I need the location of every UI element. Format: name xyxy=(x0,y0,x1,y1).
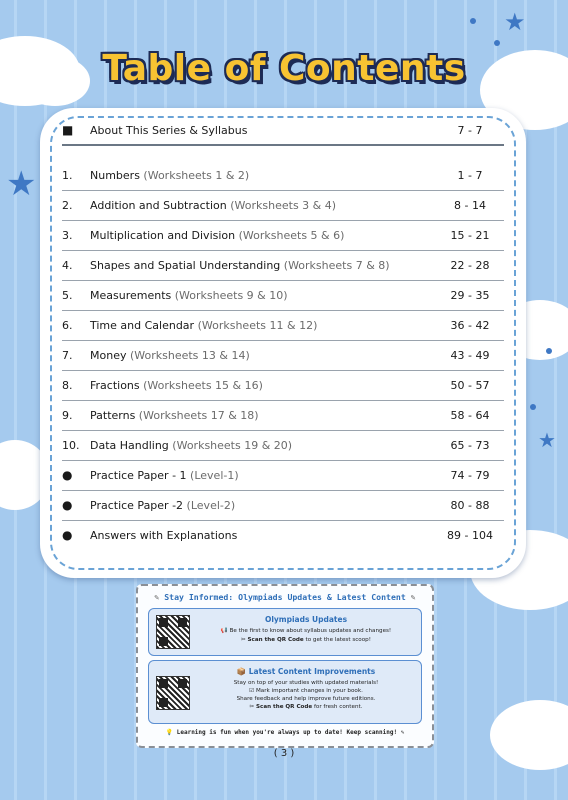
pencil-icon: ✎ xyxy=(400,729,405,736)
toc-page-range: 1 - 7 xyxy=(457,168,483,182)
toc-title: Data Handling xyxy=(90,438,169,452)
toc-label xyxy=(90,499,436,512)
toc-page-range: 22 - 28 xyxy=(450,258,490,272)
toc-row[interactable] xyxy=(62,430,504,461)
toc-row[interactable] xyxy=(62,490,504,521)
dot-decoration xyxy=(494,40,500,46)
toc-page-range: 65 - 73 xyxy=(450,438,490,452)
toc-label xyxy=(90,319,436,332)
toc-title: Practice Paper -2 xyxy=(90,498,184,512)
toc-title: About This Series & Syllabus xyxy=(90,123,248,137)
toc-number: ● xyxy=(62,528,73,542)
megaphone-icon: ✎ xyxy=(410,592,416,602)
toc-number: 1. xyxy=(62,168,73,182)
toc-label xyxy=(90,229,436,242)
toc-number: 2. xyxy=(62,198,73,212)
toc-title: Answers with Explanations xyxy=(90,528,238,542)
toc-number: 9. xyxy=(62,408,73,422)
qr-code-updates[interactable] xyxy=(156,615,190,649)
toc-title: Practice Paper - 1 xyxy=(90,468,187,482)
toc-row[interactable] xyxy=(62,160,504,191)
toc-page-range: 36 - 42 xyxy=(450,318,490,332)
toc-row[interactable] xyxy=(62,116,504,146)
cloud-decoration xyxy=(490,700,568,770)
toc-row[interactable] xyxy=(62,340,504,371)
updates-title: Olympiads Updates xyxy=(264,615,348,624)
star-icon: ★ xyxy=(504,8,526,36)
toc-page-range: 43 - 49 xyxy=(450,348,490,362)
toc-number: 5. xyxy=(62,288,73,302)
toc-number: 3. xyxy=(62,228,73,242)
toc-number: 10. xyxy=(62,438,80,452)
toc-label xyxy=(90,529,436,542)
toc-subtitle: (Worksheets 9 & 10) xyxy=(171,288,288,302)
toc-subtitle: (Worksheets 13 & 14) xyxy=(126,348,250,362)
updates-line-1 xyxy=(193,628,419,634)
toc-page-range: 89 - 104 xyxy=(447,528,493,542)
toc-label xyxy=(90,379,436,392)
toc-page-range: 15 - 21 xyxy=(450,228,490,242)
toc-row[interactable] xyxy=(62,250,504,281)
updates-scan-bold: Scan the QR Code xyxy=(247,637,304,643)
toc-label xyxy=(90,409,436,422)
content-title-text: Latest Content Improvements xyxy=(248,667,376,676)
toc-number: 6. xyxy=(62,318,73,332)
content-line-2 xyxy=(193,688,419,694)
toc-label xyxy=(90,259,436,272)
toc-subtitle: (Level-1) xyxy=(186,468,239,482)
toc-page-range: 7 - 7 xyxy=(457,123,483,137)
toc-subtitle: (Worksheets 19 & 20) xyxy=(168,438,293,452)
content-line-4 xyxy=(193,704,419,710)
toc-row[interactable] xyxy=(62,370,504,401)
content-improvements-panel xyxy=(148,660,422,724)
toc-page-range: 74 - 79 xyxy=(450,468,490,482)
toc-row[interactable] xyxy=(62,280,504,311)
dot-decoration xyxy=(546,348,552,354)
toc-number: 8. xyxy=(62,378,73,392)
page-number: ( 3 ) xyxy=(273,748,295,759)
toc-title: Money xyxy=(90,348,127,362)
info-footer-text: Learning is fun when you're always up to date! Keep scanning! xyxy=(176,729,398,736)
scan-icon: ✂ xyxy=(241,637,246,643)
checkbox-icon: ☑ xyxy=(249,688,255,694)
lightbulb-icon: 💡 xyxy=(165,729,174,736)
megaphone-icon: ✎ xyxy=(154,592,160,602)
toc-page-range: 50 - 57 xyxy=(450,378,490,392)
toc-subtitle: (Worksheets 15 & 16) xyxy=(139,378,263,392)
toc-row[interactable] xyxy=(62,190,504,221)
scan-icon: ✂ xyxy=(249,704,255,710)
toc-title: Fractions xyxy=(90,378,140,392)
star-icon: ★ xyxy=(6,164,37,204)
toc-label xyxy=(90,124,436,137)
dot-decoration xyxy=(470,18,476,24)
qr-code-content[interactable] xyxy=(156,676,190,710)
toc-subtitle: (Worksheets 17 & 18) xyxy=(135,408,259,422)
toc-title: Multiplication and Division xyxy=(90,228,236,242)
info-footer xyxy=(138,729,432,736)
toc-row[interactable] xyxy=(62,310,504,341)
megaphone-icon: 📢 xyxy=(220,628,228,634)
toc-number: ● xyxy=(62,498,73,512)
updates-line-2 xyxy=(193,637,419,643)
toc-subtitle: (Worksheets 7 & 8) xyxy=(280,258,390,272)
content-line-3: Share feedback and help improve future editions. xyxy=(236,696,376,702)
content-line-2-text: Mark important changes in your book. xyxy=(255,688,363,694)
toc-number: 4. xyxy=(62,258,73,272)
info-heading-text: Stay Informed: Olympiads Updates & Latest Content xyxy=(164,592,406,602)
toc-label xyxy=(90,349,436,362)
toc-title: Addition and Subtraction xyxy=(90,198,227,212)
toc-page-range: 80 - 88 xyxy=(450,498,490,512)
book-icon: 📦 xyxy=(236,667,247,676)
toc-title: Patterns xyxy=(90,408,136,422)
toc-page-range: 29 - 35 xyxy=(450,288,490,302)
toc-label xyxy=(90,439,436,452)
info-box xyxy=(136,584,434,748)
updates-scan-rest: to get the latest scoop! xyxy=(303,637,371,643)
toc-label xyxy=(90,289,436,302)
toc-subtitle: (Worksheets 3 & 4) xyxy=(226,198,337,212)
toc-subtitle: (Worksheets 1 & 2) xyxy=(139,168,250,182)
toc-title: Time and Calendar xyxy=(90,318,195,332)
content-scan-bold: Scan the QR Code xyxy=(255,704,313,710)
toc-label xyxy=(90,469,436,482)
content-line-1: Stay on top of your studies with updated materials! xyxy=(233,680,379,686)
toc-subtitle: (Worksheets 11 & 12) xyxy=(194,318,318,332)
content-title xyxy=(193,667,419,676)
toc-label xyxy=(90,199,436,212)
toc-title: Shapes and Spatial Understanding xyxy=(90,258,281,272)
toc-number: ■ xyxy=(62,123,74,137)
toc-label xyxy=(90,169,436,182)
toc-number: ● xyxy=(62,468,73,482)
toc-number: 7. xyxy=(62,348,73,362)
updates-line-1-text: Be the first to know about syllabus updates and changes! xyxy=(229,628,392,634)
star-icon: ★ xyxy=(538,428,556,452)
info-heading xyxy=(138,592,432,602)
toc-subtitle: (Level-2) xyxy=(183,498,236,512)
content-scan-rest: for fresh content. xyxy=(312,704,363,710)
toc-title: Numbers xyxy=(90,168,140,182)
toc-row[interactable] xyxy=(62,460,504,491)
toc-subtitle: (Worksheets 5 & 6) xyxy=(235,228,345,242)
toc-page-range: 58 - 64 xyxy=(450,408,490,422)
toc-row[interactable] xyxy=(62,220,504,251)
page-title: Table of Contents xyxy=(102,48,466,89)
toc-row[interactable] xyxy=(62,520,504,550)
olympiad-updates-panel xyxy=(148,608,422,656)
dot-decoration xyxy=(530,404,536,410)
toc-page-range: 8 - 14 xyxy=(454,198,486,212)
toc-row[interactable] xyxy=(62,400,504,431)
toc-title: Measurements xyxy=(90,288,172,302)
